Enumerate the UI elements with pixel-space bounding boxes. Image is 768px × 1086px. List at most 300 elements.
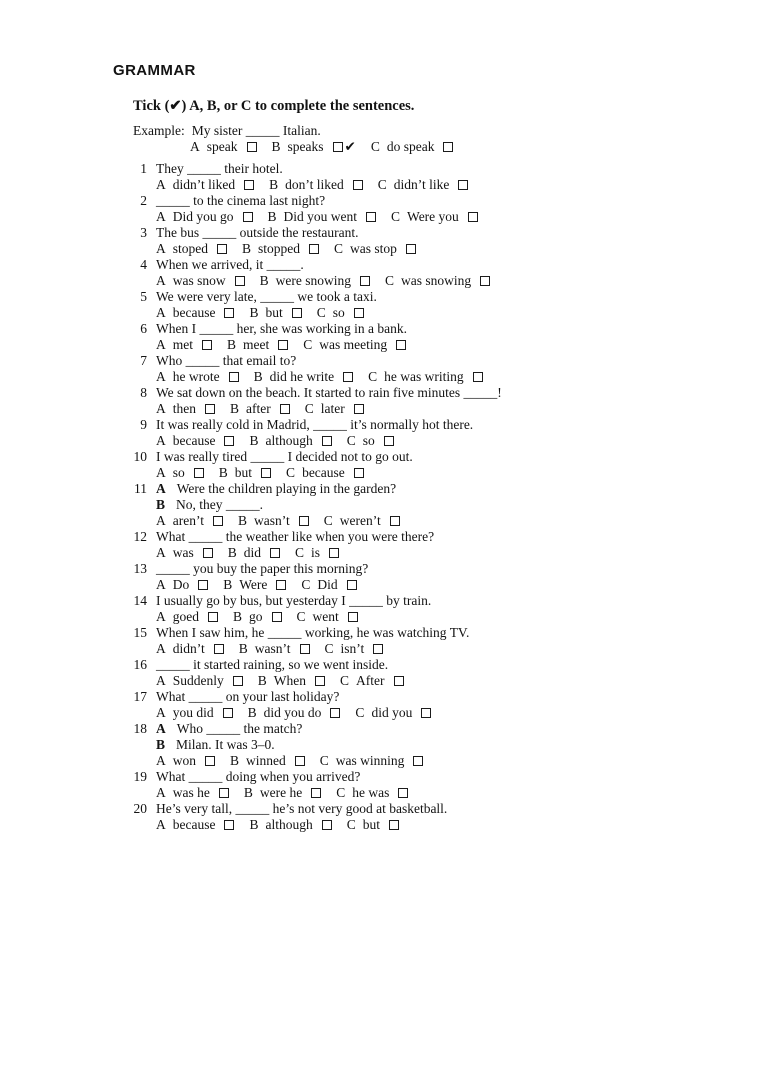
option-letter: A [156,273,166,288]
option-checkbox[interactable] [247,142,257,152]
question-text: A Were the children playing in the garden? [156,481,397,496]
question-text: It was really cold in Madrid, _____ it’s normally hot there. [156,417,474,432]
question-lines [156,481,400,513]
option-letter: B [249,305,259,320]
question-body [156,257,490,289]
option-text: then [172,401,196,416]
question-options [156,337,407,353]
option-checkbox[interactable] [261,468,271,478]
question-text: What _____ doing when you arrived? [156,769,361,784]
option-checkbox[interactable] [322,436,332,446]
option-text: weren’t [339,513,381,528]
option-text: isn’t [340,641,365,656]
answer-option [297,609,358,624]
option-checkbox[interactable] [235,276,245,286]
question-options [156,609,431,625]
answer-option [336,785,408,800]
answer-option [156,817,234,832]
option-checkbox[interactable] [333,142,343,152]
question-text: _____ you buy the paper this morning? [156,561,369,576]
question-body [156,689,431,721]
question-options [156,513,400,529]
option-checkbox[interactable] [243,212,253,222]
option-letter: A [156,305,166,320]
option-checkbox[interactable] [300,644,310,654]
question-options [156,577,368,593]
question-lines [156,225,416,241]
question-body [156,721,423,769]
question-lines [156,593,431,609]
question-lines [156,321,407,337]
option-text: goed [172,609,199,624]
answer-option [156,337,212,352]
option-checkbox[interactable] [373,644,383,654]
question-text: We were very late, _____ we took a taxi. [156,289,377,304]
option-letter: C [334,241,344,256]
question-body [156,321,407,353]
question-lines [156,449,413,465]
question-body [156,481,400,529]
option-letter: A [156,241,166,256]
question-lines [156,257,490,273]
question-lines [156,417,473,433]
answer-option [156,209,253,224]
option-text: was winning [335,753,405,768]
question-text: He’s very tall, _____ he’s not very good at basketball. [156,801,448,816]
option-checkbox[interactable] [272,612,282,622]
question-row [133,625,713,657]
option-checkbox[interactable] [244,180,254,190]
question-number: 19 [133,769,147,784]
option-checkbox[interactable] [443,142,453,152]
option-checkbox[interactable] [208,612,218,622]
option-checkbox[interactable] [384,436,394,446]
option-letter: C [295,545,305,560]
answer-option [303,337,406,352]
option-checkbox[interactable] [329,548,339,558]
option-letter: A [156,465,166,480]
question-options [156,401,502,417]
option-checkbox[interactable] [322,820,332,830]
option-checkbox[interactable] [292,308,302,318]
option-text: didn’t like [393,177,450,192]
example-question-line [133,123,713,139]
answer-option [230,753,305,768]
question-number: 6 [140,321,147,336]
question-number: 16 [133,657,147,672]
option-text: did he write [269,369,335,384]
option-letter: C [324,641,334,656]
option-letter: B [230,753,240,768]
answer-option [156,369,239,384]
option-checkbox[interactable] [366,212,376,222]
question-body [156,625,469,657]
option-checkbox[interactable] [421,708,431,718]
option-text: Were [239,577,268,592]
option-checkbox[interactable] [203,548,213,558]
question-options [156,705,431,721]
option-checkbox[interactable] [224,436,234,446]
question-body [156,385,502,417]
answer-option [156,273,245,288]
question-row [133,289,713,321]
answer-option [249,817,331,832]
question-options [156,641,469,657]
option-letter: C [304,401,314,416]
document-page [0,62,768,1086]
answer-option [156,401,215,416]
example-options [190,139,713,155]
option-text: was snowing [401,273,472,288]
question-text: The bus _____ outside the restaurant. [156,225,359,240]
option-text: stoped [172,241,208,256]
option-letter: B [243,785,253,800]
answer-option [190,139,257,154]
option-text: speaks [287,139,324,154]
question-row [133,321,713,353]
question-options [156,785,408,801]
answer-option [230,401,290,416]
option-text: aren’t [172,513,204,528]
option-text: so [172,465,185,480]
option-letter: B [247,705,257,720]
option-checkbox[interactable] [276,580,286,590]
page-title: GRAMMAR [113,62,196,79]
option-letter: C [377,177,387,192]
option-checkbox[interactable] [224,308,234,318]
question-row [133,481,713,529]
question-options [156,177,468,193]
option-letter: C [323,513,333,528]
question-row [133,257,713,289]
question-options [156,433,473,449]
option-text: speak [206,139,238,154]
question-row [133,769,713,801]
option-checkbox[interactable] [295,756,305,766]
option-letter: C [286,465,296,480]
option-checkbox[interactable] [217,244,227,254]
answer-option [242,241,319,256]
option-text: met [172,337,193,352]
answer-option [156,545,213,560]
option-letter: C [355,705,365,720]
option-checkbox[interactable] [396,340,406,350]
answer-option [156,641,224,656]
question-row [133,193,713,225]
speaker-label: A [156,481,166,496]
question-row [133,353,713,385]
question-lines [156,353,483,369]
option-checkbox[interactable] [223,708,233,718]
question-lines [156,801,447,817]
question-options [156,673,404,689]
question-lines [156,529,434,545]
option-letter: B [249,817,259,832]
answer-option [156,609,218,624]
answer-option [156,241,227,256]
option-text: Were you [407,209,459,224]
option-letter: A [156,753,166,768]
question-body [156,561,368,593]
option-checkbox[interactable] [309,244,319,254]
question-text: _____ to the cinema last night? [156,193,326,208]
option-letter: C [370,139,380,154]
option-checkbox[interactable] [229,372,239,382]
option-letter: C [303,337,313,352]
question-number: 15 [133,625,147,640]
answer-option [368,369,483,384]
option-checkbox[interactable] [280,404,290,414]
option-checkbox[interactable] [390,516,400,526]
answer-option [239,641,310,656]
option-letter: C [346,817,356,832]
question-text: _____ it started raining, so we went inside. [156,657,389,672]
option-letter: C [301,577,311,592]
answer-option [334,241,416,256]
question-body [156,193,478,225]
option-text: were he [259,785,303,800]
option-text: wasn’t [254,513,290,528]
option-checkbox[interactable] [354,404,364,414]
option-text: don’t liked [285,177,344,192]
question-options [156,209,478,225]
question-body [156,289,377,321]
option-letter: A [156,609,166,624]
answer-option [249,433,331,448]
option-checkbox[interactable] [458,180,468,190]
answer-option [268,209,377,224]
option-checkbox[interactable] [198,580,208,590]
option-letter: A [156,177,166,192]
question-number: 4 [140,257,147,272]
option-letter: C [368,369,378,384]
option-text: meet [243,337,270,352]
option-checkbox[interactable] [468,212,478,222]
question-lines [156,721,423,753]
question-number: 14 [133,593,147,608]
option-checkbox[interactable] [343,372,353,382]
question-number: 18 [133,721,147,736]
answer-option [391,209,478,224]
option-letter: B [218,465,228,480]
option-checkbox[interactable] [205,404,215,414]
option-letter: B [223,577,233,592]
question-row [133,161,713,193]
option-text: so [332,305,345,320]
answer-option [324,513,400,528]
option-text: he was writing [384,369,464,384]
question-number: 2 [140,193,147,208]
option-checkbox[interactable] [473,372,483,382]
question-row [133,225,713,257]
speaker-label: A [156,721,166,736]
option-text: is [311,545,321,560]
question-row [133,561,713,593]
option-checkbox[interactable] [347,580,357,590]
question-number: 20 [133,801,147,816]
option-text: After [356,673,385,688]
option-letter: A [156,433,166,448]
option-checkbox[interactable] [202,340,212,350]
option-text: although [265,433,313,448]
answer-option [305,401,364,416]
option-checkbox[interactable] [413,756,423,766]
question-options [156,273,490,289]
option-text: went [312,609,339,624]
question-body [156,657,404,689]
answer-option [156,513,223,528]
option-text: but [234,465,253,480]
answer-option [378,177,469,192]
option-checkbox[interactable] [219,788,229,798]
question-number: 1 [140,161,147,176]
option-text: Did you went [283,209,358,224]
answer-option [317,305,364,320]
option-checkbox[interactable] [213,516,223,526]
answer-option [156,705,233,720]
option-checkbox[interactable] [389,820,399,830]
question-number: 5 [140,289,147,304]
option-checkbox[interactable] [205,756,215,766]
question-row [133,417,713,449]
question-lines [156,769,408,785]
question-number: 10 [133,449,147,464]
answer-option [156,673,243,688]
option-checkbox[interactable] [354,468,364,478]
question-lines [156,385,502,401]
option-text: did you do [263,705,322,720]
option-checkbox[interactable] [353,180,363,190]
question-row [133,449,713,481]
answer-option [156,177,254,192]
option-letter: C [319,753,329,768]
option-text: was he [172,785,210,800]
option-letter: A [190,139,200,154]
option-letter: C [340,673,350,688]
question-text: B No, they _____. [156,497,264,512]
option-text: later [320,401,345,416]
option-checkbox[interactable] [406,244,416,254]
question-options [156,817,447,833]
answer-option [238,513,309,528]
question-number: 17 [133,689,147,704]
question-row [133,689,713,721]
option-checkbox[interactable] [348,612,358,622]
option-checkbox[interactable] [270,548,280,558]
option-checkbox[interactable] [278,340,288,350]
option-checkbox[interactable] [330,708,340,718]
option-letter: A [156,817,166,832]
question-body [156,353,483,385]
answer-option [260,273,370,288]
question-lines [156,161,468,177]
question-row [133,529,713,561]
option-checkbox[interactable] [194,468,204,478]
answer-option [320,753,424,768]
question-text: When I _____ her, she was working in a bank. [156,321,408,336]
question-body [156,769,408,801]
question-lines [156,689,431,705]
question-lines [156,625,469,641]
option-letter: B [259,273,269,288]
option-checkbox[interactable] [360,276,370,286]
answer-option [156,753,215,768]
answer-option [385,273,490,288]
option-checkbox[interactable] [398,788,408,798]
answer-option [286,465,364,480]
option-checkbox[interactable] [315,676,325,686]
option-text: Did [317,577,338,592]
option-text: because [302,465,345,480]
answer-option [355,705,431,720]
question-options [156,465,413,481]
option-text: after [246,401,271,416]
question-text: I was really tired _____ I decided not to go out. [156,449,413,464]
option-text: but [265,305,283,320]
question-options [156,241,416,257]
answer-option [347,433,394,448]
option-letter: C [296,609,306,624]
question-body [156,593,431,625]
option-letter: B [233,609,243,624]
answer-option [258,673,325,688]
option-letter: C [316,305,326,320]
option-letter: B [238,641,248,656]
answer-option [249,305,301,320]
answer-option [272,139,356,154]
answer-option [156,577,208,592]
question-text: What _____ on your last holiday? [156,689,340,704]
option-text: was snow [172,273,226,288]
question-lines [156,289,377,305]
question-lines [156,657,404,673]
question-row [133,657,713,689]
option-text: Do [172,577,190,592]
answer-option [233,609,282,624]
option-letter: B [257,673,267,688]
option-checkbox[interactable] [214,644,224,654]
question-text: A Who _____ the match? [156,721,303,736]
question-body [156,449,413,481]
option-letter: A [156,369,166,384]
option-checkbox[interactable] [394,676,404,686]
example-block [133,123,713,155]
question-text: We sat down on the beach. It started to rain five minutes _____! [156,385,502,400]
option-letter: B [227,545,237,560]
option-text: When [273,673,307,688]
answer-option [295,545,339,560]
option-checkbox[interactable] [299,516,309,526]
question-body [156,225,416,257]
option-letter: B [242,241,252,256]
question-options [156,545,434,561]
option-text: but [362,817,381,832]
answer-option [244,785,321,800]
option-letter: B [230,401,240,416]
option-letter: B [249,433,259,448]
option-checkbox[interactable] [233,676,243,686]
answer-option [371,139,454,154]
option-checkbox[interactable] [224,820,234,830]
option-checkbox[interactable] [354,308,364,318]
option-text: do speak [386,139,435,154]
option-checkbox[interactable] [480,276,490,286]
option-checkbox[interactable] [311,788,321,798]
option-text: because [172,433,216,448]
question-body [156,417,473,449]
option-letter: A [156,209,166,224]
option-letter: A [156,545,166,560]
